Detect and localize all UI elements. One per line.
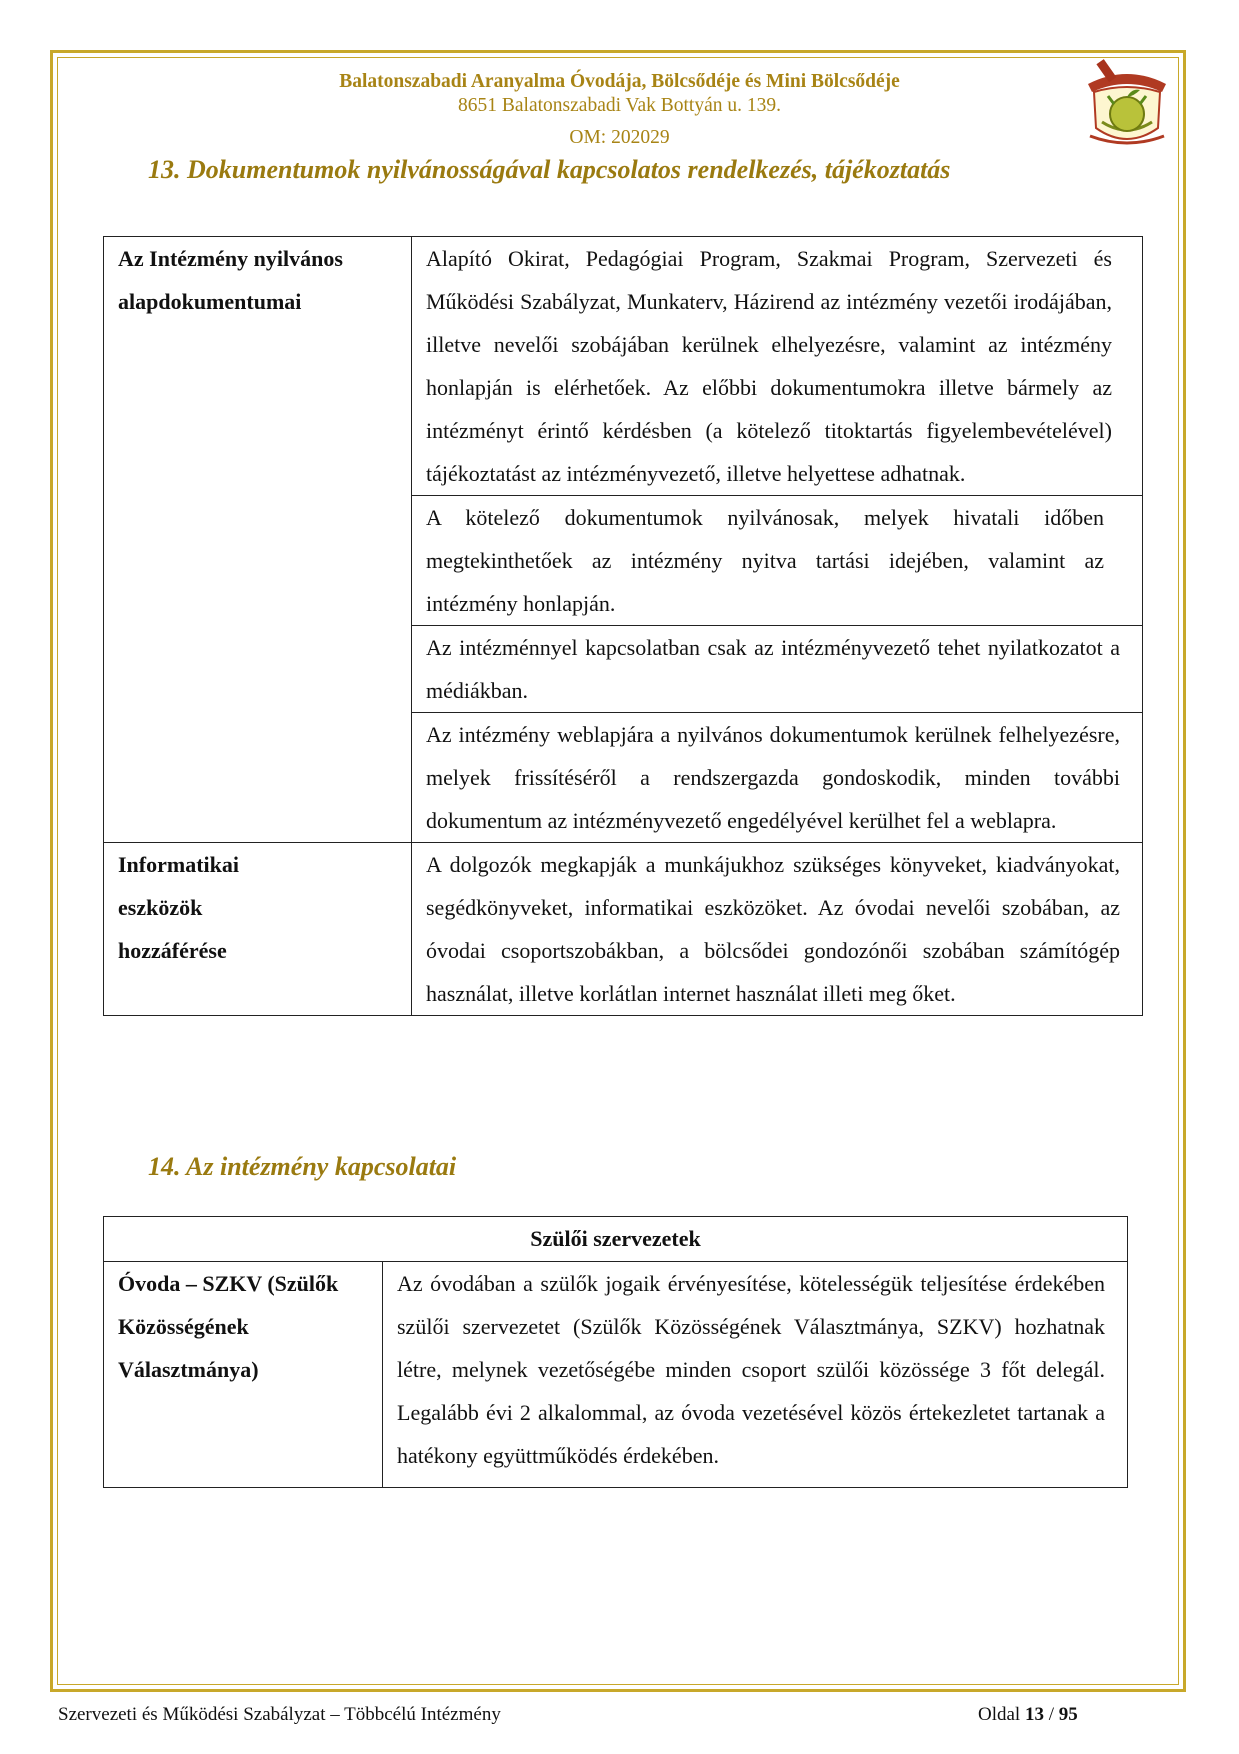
- documents-table: [103, 236, 1143, 1016]
- public-documents-text-4: Az intézmény weblapjára a nyilvános dokumentumok kerülnek felhelyezésre, melyek frissítéséről a rendszergazda gondoskodik, minden további dokumentum az intézményvezető engedélyével kerülhet fel a weblapra.: [412, 713, 1143, 843]
- table-row: [104, 1262, 1128, 1488]
- institution-address: 8651 Balatonszabadi Vak Bottyán u. 139.: [458, 95, 781, 116]
- institution-om: OM: 202029: [569, 127, 670, 148]
- page-number: [978, 1704, 1078, 1726]
- public-documents-text-1: Alapító Okirat, Pedagógiai Program, Szakmai Program, Szervezeti és Működési Szabályzat, Munkaterv, Házirend az intézmény vezetői irodájában, illetve nevelői szobájában kerülnek elhelyezésre, valamint az intézmény honlapján is elérhetőek. Az előbbi dokumentumokra illetve bármely az intézményt érintő kérdésben (a kötelező titoktartás figyelembevételével) tájékoztatást az intézményvezető, illetve helyettese adhatnak.: [412, 237, 1143, 496]
- document-header: [0, 70, 1239, 150]
- row-label-public-documents: Az Intézmény nyilvános alapdokumentumai: [104, 237, 412, 843]
- institution-name: Balatonszabadi Aranyalma Óvodája, Bölcsődéje és Mini Bölcsődéje: [339, 71, 900, 92]
- public-documents-text-3: Az intézménnyel kapcsolatban csak az intézményvezető tehet nyilatkozatot a médiákban.: [412, 626, 1143, 713]
- section-14-title: 14. Az intézmény kapcsolatai: [148, 1152, 457, 1181]
- page-total: 95: [1058, 1704, 1078, 1725]
- table-row: [104, 237, 1143, 496]
- apple-crest-logo-icon: [1082, 58, 1172, 150]
- page-prefix: Oldal: [978, 1704, 1025, 1725]
- parent-organizations-table: [103, 1216, 1128, 1488]
- it-access-text: A dolgozók megkapják a munkájukhoz szükséges könyveket, kiadványokat, segédkönyveket, informatikai eszközöket. Az óvodai nevelői szobában, az óvodai csoportszobákban, a bölcsődei gondozónői szobában számítógép használat, illetve korlátlan internet használat illeti meg őket.: [412, 843, 1143, 1016]
- table-row: [104, 1217, 1128, 1262]
- szkv-text: Az óvodában a szülők jogaik érvényesítése, kötelességük teljesítése érdekében szülői szervezetet (Szülők Közösségének Választmánya, SZKV) hozhatnak létre, melynek vezetőségébe minden csoport szülői közössége 3 főt delegál. Legalább évi 2 alkalommal, az óvoda vezetésével közös értekezletet tartanak a hatékony együttműködés érdekében.: [383, 1262, 1128, 1488]
- row-label-it-access: Informatikai eszközök hozzáférése: [104, 843, 412, 1016]
- table-heading: Szülői szervezetek: [104, 1217, 1128, 1262]
- row-label-szkv: Óvoda – SZKV (Szülők Közösségének Választmánya): [104, 1262, 383, 1488]
- table-row: [104, 843, 1143, 1016]
- footer-document-title: Szervezeti és Működési Szabályzat – Többcélú Intézmény: [58, 1704, 501, 1725]
- public-documents-text-2: A kötelező dokumentumok nyilvánosak, melyek hivatali időben megtekinthetőek az intézmény nyitva tartási idejében, valamint az intézmény honlapján.: [412, 496, 1143, 626]
- section-13-title: 13. Dokumentumok nyilvánosságával kapcsolatos rendelkezés, tájékoztatás: [148, 155, 951, 184]
- page-current: 13: [1024, 1704, 1044, 1725]
- page-separator: /: [1043, 1704, 1059, 1725]
